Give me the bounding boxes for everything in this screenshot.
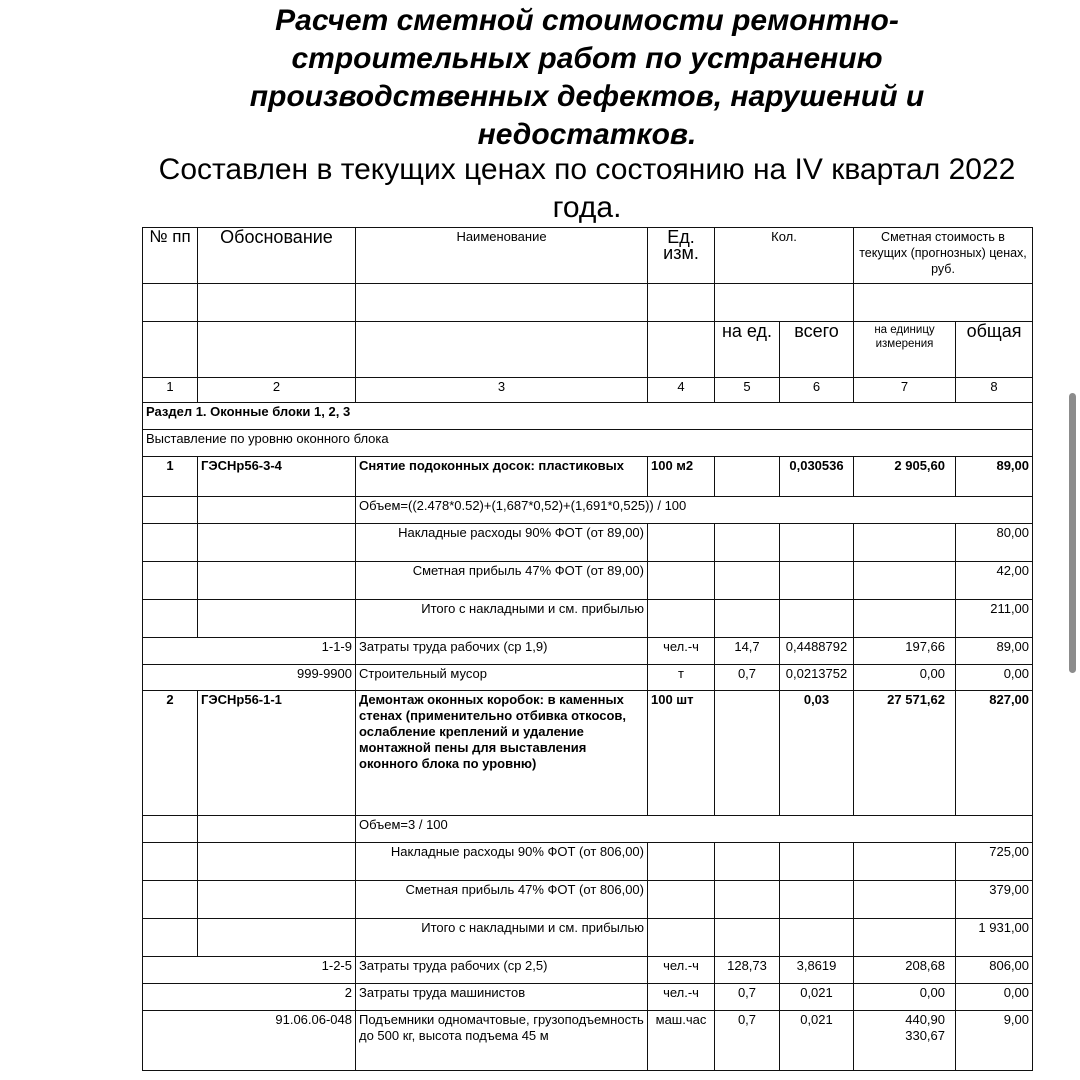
table-row-resource: [143, 665, 1033, 691]
item-cost-unit: 2 905,60: [854, 457, 956, 497]
item-number: 2: [143, 691, 198, 816]
col-number: 5: [715, 378, 780, 403]
table-row-item: [143, 457, 1033, 497]
col-number: 3: [356, 378, 648, 403]
table-row-overhead: [143, 881, 1033, 919]
overhead-name: Накладные расходы 90% ФОТ (от 806,00): [356, 843, 648, 881]
resource-cost-unit: 0,00: [854, 665, 956, 691]
resource-qty-unit: 128,73: [715, 957, 780, 984]
item-volume: Объем=3 / 100: [356, 816, 1033, 843]
resource-cost-unit: 440,90 330,67: [854, 1011, 956, 1071]
col-number: 1: [143, 378, 198, 403]
header-cost-total: общая: [956, 322, 1033, 378]
item-unit: 100 м2: [648, 457, 715, 497]
header-name: Наименование: [356, 228, 648, 284]
resource-qty-unit: 0,7: [715, 984, 780, 1011]
col-number: 2: [198, 378, 356, 403]
resource-cost-total: 89,00: [956, 638, 1033, 665]
resource-unit: маш.час: [648, 1011, 715, 1071]
item-name: Снятие подоконных досок: пластиковых: [356, 457, 648, 497]
estimate-table: [142, 227, 1033, 1071]
table-row-resource: [143, 957, 1033, 984]
item-qty-total: 0,030536: [780, 457, 854, 497]
col-number: 6: [780, 378, 854, 403]
header-unit: Ед. изм.: [648, 228, 715, 284]
resource-qty-unit: 14,7: [715, 638, 780, 665]
item-name: Демонтаж оконных коробок: в каменных стенах (применительно отбивка откосов, ослабление креплений и удаление монтажной пены для выставления оконного блока по уровню): [356, 691, 648, 816]
overhead-value: 379,00: [956, 881, 1033, 919]
resource-unit: чел.-ч: [648, 638, 715, 665]
resource-unit: т: [648, 665, 715, 691]
resource-name: Затраты труда машинистов: [356, 984, 648, 1011]
table-row-overhead: [143, 562, 1033, 600]
table-row-overhead: [143, 843, 1033, 881]
item-cost-unit: 27 571,62: [854, 691, 956, 816]
item-volume: Объем=((2.478*0.52)+(1,687*0,52)+(1,691*0,525)) / 100: [356, 497, 1033, 524]
resource-qty-total: 0,021: [780, 984, 854, 1011]
resource-cost-total: 9,00: [956, 1011, 1033, 1071]
subsection-row: [143, 430, 1033, 457]
resource-code: 2: [143, 984, 356, 1011]
overhead-value: 725,00: [956, 843, 1033, 881]
overhead-name: Итого с накладными и см. прибылью: [356, 919, 648, 957]
header-qty-unit: на ед.: [715, 322, 780, 378]
section-row: [143, 403, 1033, 430]
item-unit: 100 шт: [648, 691, 715, 816]
resource-cost-unit: 0,00: [854, 984, 956, 1011]
header-cost-unit: на единицу измерения: [854, 322, 956, 378]
item-qty-total: 0,03: [780, 691, 854, 816]
resource-cost-total: 0,00: [956, 984, 1033, 1011]
resource-name: Строительный мусор: [356, 665, 648, 691]
vertical-scrollbar[interactable]: [1069, 393, 1076, 673]
overhead-value: 211,00: [956, 600, 1033, 638]
resource-name: Подъемники одномачтовые, грузоподъемность до 500 кг, высота подъема 45 м: [356, 1011, 648, 1071]
resource-qty-unit: 0,7: [715, 665, 780, 691]
resource-name: Затраты труда рабочих (ср 1,9): [356, 638, 648, 665]
resource-qty-total: 0,0213752: [780, 665, 854, 691]
table-row-resource: [143, 1011, 1033, 1071]
table-row-resource: [143, 638, 1033, 665]
header-row: [143, 228, 1033, 284]
table-row-volume: [143, 497, 1033, 524]
resource-code: 1-2-5: [143, 957, 356, 984]
overhead-value: 42,00: [956, 562, 1033, 600]
table-row-overhead: [143, 524, 1033, 562]
header-basis: Обоснование: [198, 228, 356, 284]
resource-qty-unit: 0,7: [715, 1011, 780, 1071]
resource-name: Затраты труда рабочих (ср 2,5): [356, 957, 648, 984]
table-row-overhead: [143, 919, 1033, 957]
item-code: ГЭСНр56-3-4: [198, 457, 356, 497]
document-subtitle: Составлен в текущих ценах по состоянию на IV квартал 2022 года.: [158, 153, 1016, 224]
header-qty: Кол.: [715, 228, 854, 284]
overhead-value: 1 931,00: [956, 919, 1033, 957]
col-number: 7: [854, 378, 956, 403]
header-qty-total: всего: [780, 322, 854, 378]
table-row-volume: [143, 816, 1033, 843]
resource-cost-total: 0,00: [956, 665, 1033, 691]
table-row-overhead: [143, 600, 1033, 638]
resource-unit: чел.-ч: [648, 957, 715, 984]
header-subrow: [143, 322, 1033, 378]
resource-code: 91.06.06-048: [143, 1011, 356, 1071]
resource-code: 999-9900: [143, 665, 356, 691]
overhead-name: Сметная прибыль 47% ФОТ (от 806,00): [356, 881, 648, 919]
header-cost: Сметная стоимость в текущих (прогнозных) ценах, руб.: [854, 228, 1033, 284]
resource-qty-total: 0,4488792: [780, 638, 854, 665]
overhead-name: Накладные расходы 90% ФОТ (от 89,00): [356, 524, 648, 562]
overhead-value: 80,00: [956, 524, 1033, 562]
item-cost-total: 827,00: [956, 691, 1033, 816]
resource-unit: чел.-ч: [648, 984, 715, 1011]
document-title: Расчет сметной стоимости ремонтно-строительных работ по устранению производственных дефектов, нарушений и недостатков.: [249, 4, 925, 151]
resource-cost-unit: 197,66: [854, 638, 956, 665]
col-number: 8: [956, 378, 1033, 403]
table-row-item: [143, 691, 1033, 816]
header-blank-row: [143, 284, 1033, 322]
resource-cost-unit: 208,68: [854, 957, 956, 984]
overhead-name: Итого с накладными и см. прибылью: [356, 600, 648, 638]
item-number: 1: [143, 457, 198, 497]
resource-code: 1-1-9: [143, 638, 356, 665]
item-cost-total: 89,00: [956, 457, 1033, 497]
resource-cost-total: 806,00: [956, 957, 1033, 984]
item-code: ГЭСНр56-1-1: [198, 691, 356, 816]
col-number: 4: [648, 378, 715, 403]
resource-qty-total: 3,8619: [780, 957, 854, 984]
section-title: Раздел 1. Оконные блоки 1, 2, 3: [143, 403, 1033, 430]
overhead-name: Сметная прибыль 47% ФОТ (от 89,00): [356, 562, 648, 600]
column-numbers-row: [143, 378, 1033, 403]
subsection-title: Выставление по уровню оконного блока: [143, 430, 1033, 457]
resource-qty-total: 0,021: [780, 1011, 854, 1071]
table-row-resource: [143, 984, 1033, 1011]
header-num: № пп: [143, 228, 198, 284]
